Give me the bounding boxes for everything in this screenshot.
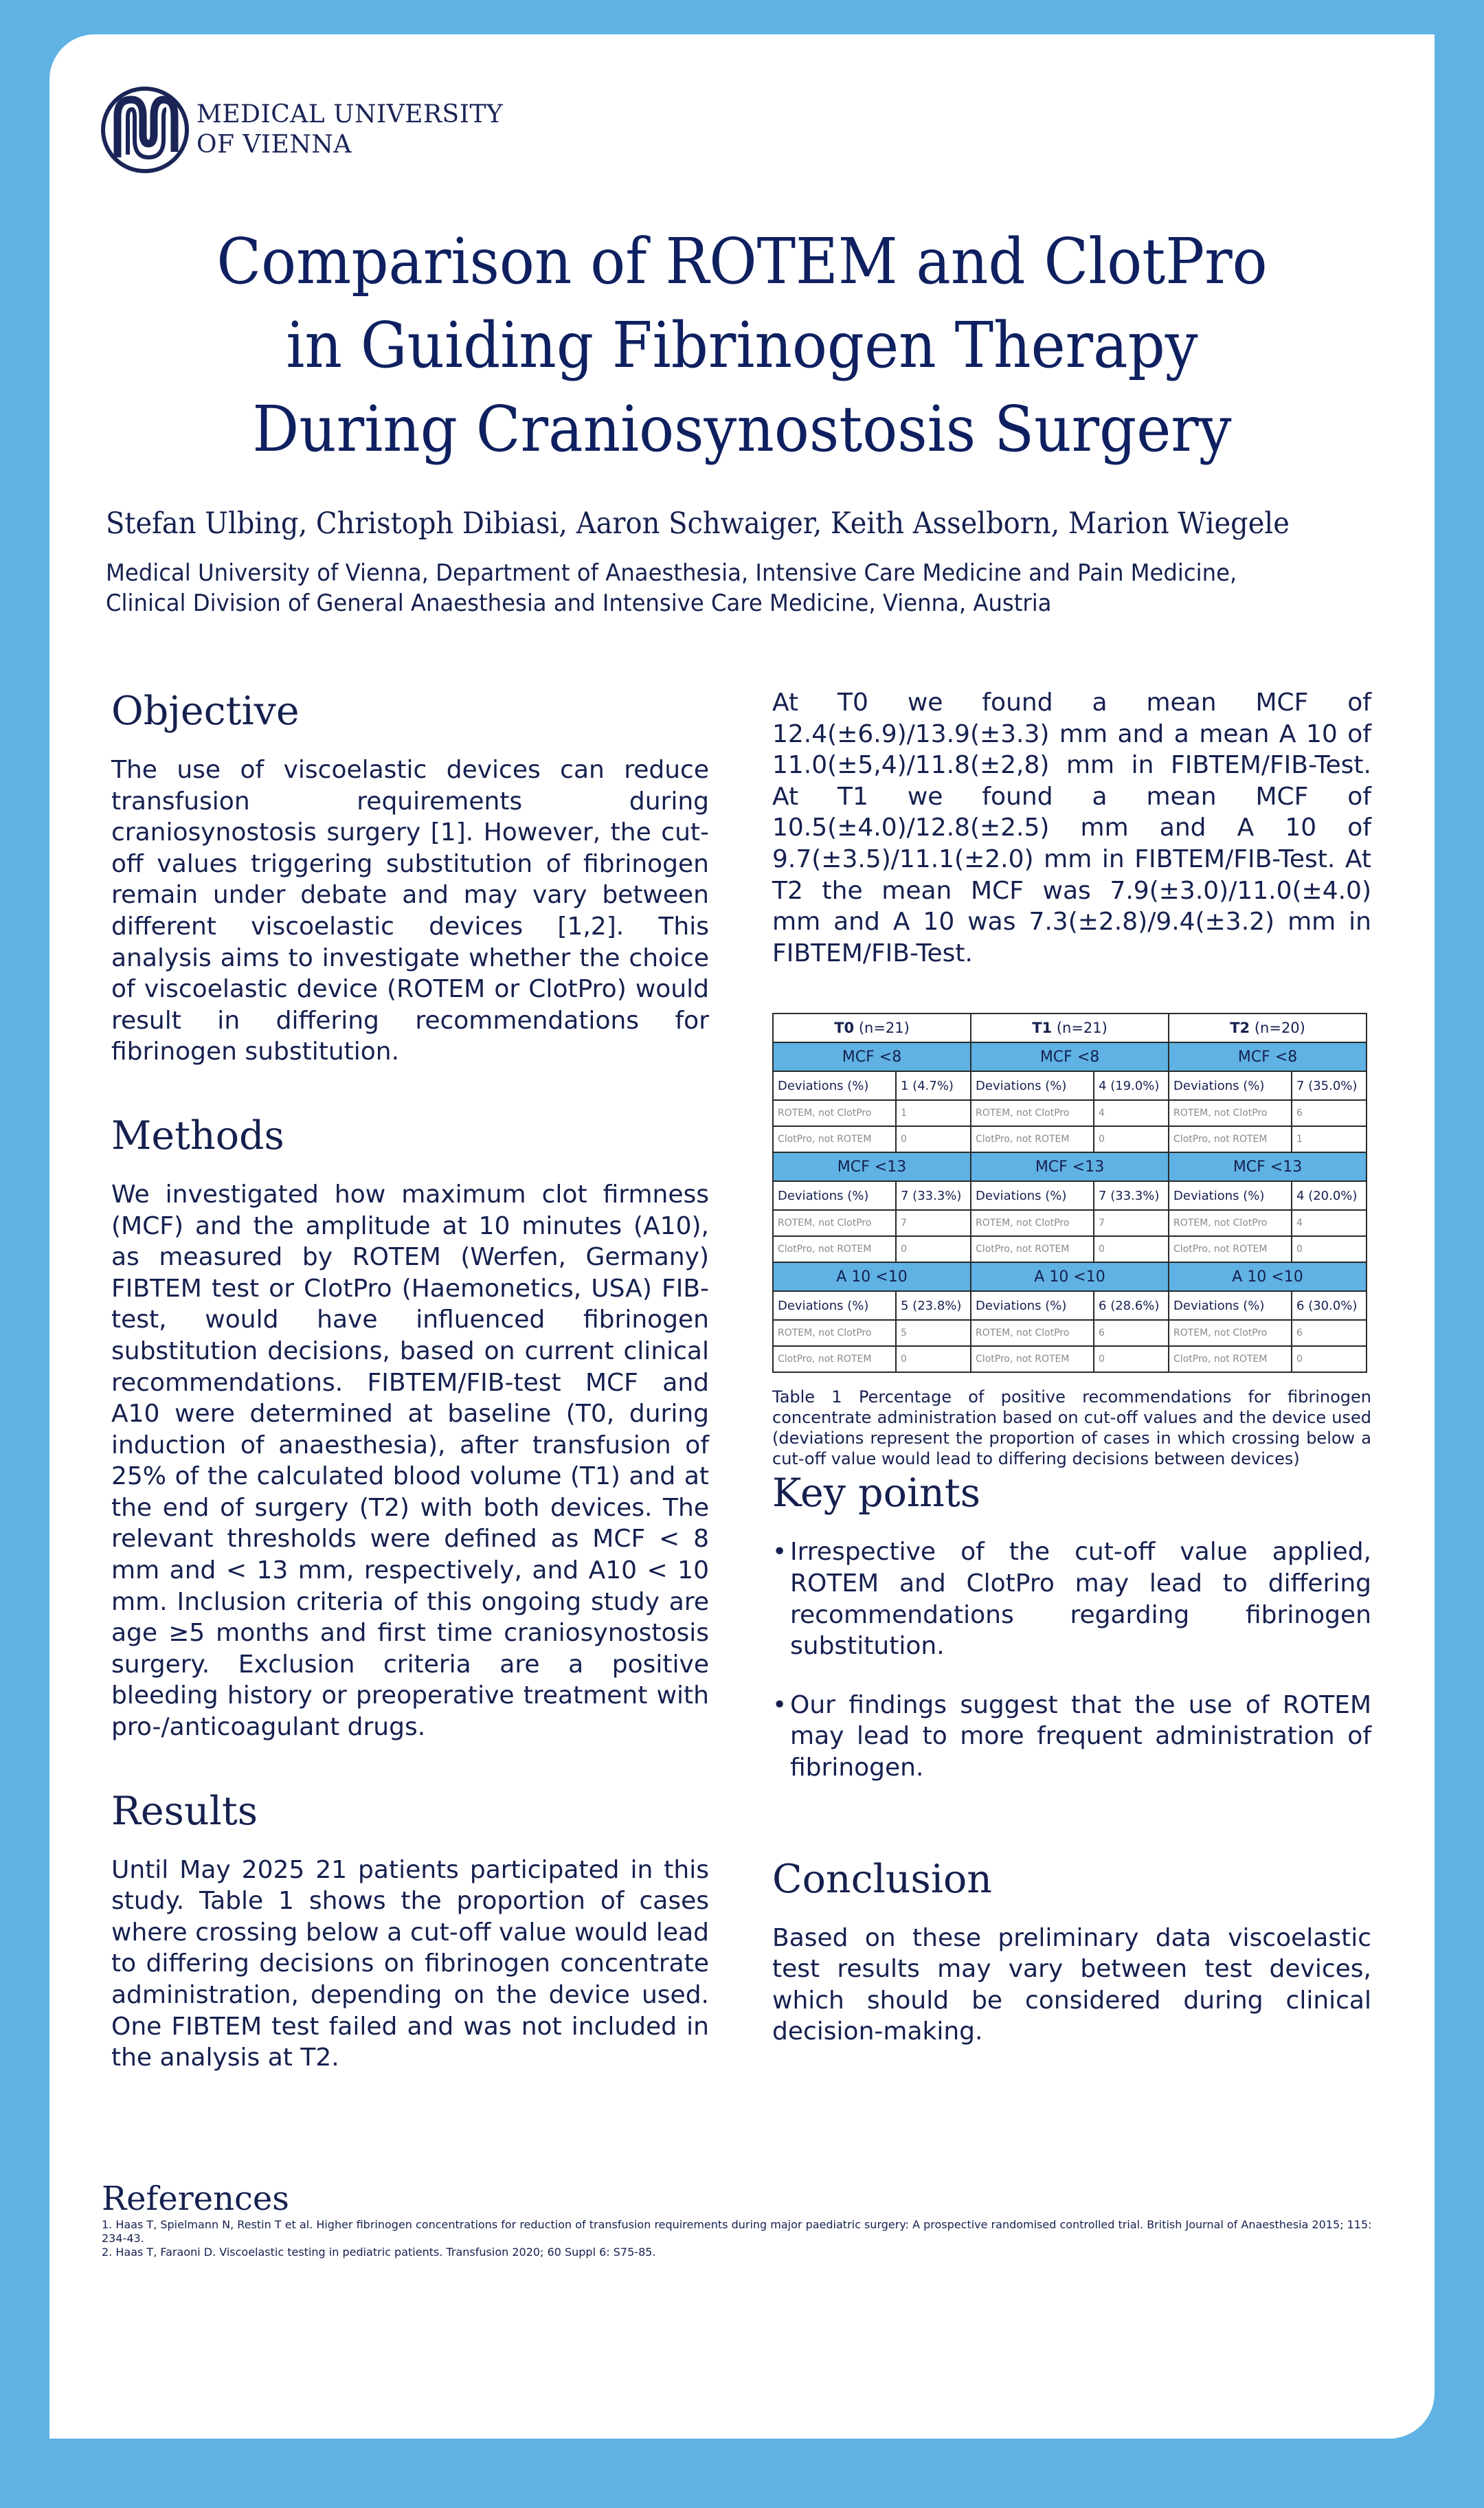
key-point-item [772,1690,1371,1784]
methods-text: We investigated how maximum clot firmness (MCF) and the amplitude at 10 minutes (A10), as measured by ROTEM (Werfen, Germany) FIBTEM test or ClotPro (Haemonetics, USA) FIB-test, would have influenced fibrinogen substitution decisions, based on current clinical recommendations. FIBTEM/FIB-test MCF and A10 were determined at baseline (T0, during induction of anaesthesia), after transfusion of 25% of the calculated blood volume (T1) and at the end of surgery (T2) with both devices. The relevant thresholds were defined as MCF < 8 mm and < 13 mm, respectively, and A10 < 10 mm. Inclusion criteria of this ongoing study are age ≥5 months and first time craniosynostosis surgery. Exclusion criteria are a positive bleeding history or preoperative treatment with pro-/anticoagulant drugs. [111,1180,709,1742]
logo-line-2: OF VIENNA [196,131,352,159]
value-cell: 5 (23.8%) [896,1291,971,1320]
bullet-icon: • [772,1690,787,1719]
row-label-cell: ClotPro, not ROTEM [1169,1126,1292,1152]
row-label-cell: Deviations (%) [773,1181,896,1210]
threshold-cell: MCF <13 [773,1152,971,1181]
key-points-heading: Key points [772,1470,981,1516]
value-cell: 0 [1094,1236,1169,1262]
objective-text: The use of viscoelastic devices can reduce transfusion requirements during craniosynostosis surgery [1]. However, the cut-off values triggering substitution of fibrinogen remain under debate and may vary between different viscoelastic devices [1,2]. This analysis aims to investigate whether the choice of viscoelastic device (ROTEM or ClotPro) would result in differing recommendations for fibrinogen substitution. [111,756,709,1066]
conclusion-section [772,1855,1371,2048]
row-label-cell: Deviations (%) [1169,1181,1292,1210]
deviations-row [773,1291,1367,1320]
threshold-row [773,1042,1367,1071]
value-cell: 7 (33.3%) [1094,1181,1169,1210]
value-cell: 7 [896,1210,971,1236]
deviations-row [773,1071,1367,1100]
row-label-cell: ROTEM, not ClotPro [773,1320,896,1346]
results-table [772,1013,1367,1373]
row-label-cell: ROTEM, not ClotPro [1169,1100,1292,1126]
value-cell: 5 [896,1320,971,1346]
value-cell: 4 (19.0%) [1094,1071,1169,1100]
rotem-not-clotpro-row [773,1210,1367,1236]
value-cell: 6 [1094,1320,1169,1346]
affiliation-line: Clinical Division of General Anaesthesia and Intensive Care Medicine, Vienna, Austria [106,590,1052,617]
clotpro-not-rotem-row [773,1126,1367,1152]
row-label-cell: Deviations (%) [773,1071,896,1100]
row-label-cell: ROTEM, not ClotPro [971,1320,1094,1346]
results-heading: Results [111,1788,258,1834]
methods-section [111,1112,709,1743]
key-point-text: Irrespective of the cut-off value applied, ROTEM and ClotPro may lead to differing recommendations regarding fibrinogen substitution. [790,1538,1371,1661]
threshold-cell: MCF <8 [773,1042,971,1071]
value-cell: 0 [1094,1346,1169,1372]
university-logo [100,85,1435,175]
row-label-cell: ROTEM, not ClotPro [1169,1210,1292,1236]
threshold-cell: A 10 <10 [773,1262,971,1291]
clotpro-not-rotem-row [773,1236,1367,1262]
timepoint-n: (n=20) [1254,1020,1305,1037]
content-columns [49,687,1435,2118]
value-cell: 7 (33.3%) [896,1181,971,1210]
references-list [102,2218,1393,2259]
key-point-item [772,1536,1371,1661]
value-cell: 6 (28.6%) [1094,1291,1169,1320]
value-cell: 0 [1292,1236,1367,1262]
rotem-not-clotpro-row [773,1100,1367,1126]
value-cell: 7 [1094,1210,1169,1236]
value-cell: 1 [896,1100,971,1126]
row-label-cell: ROTEM, not ClotPro [971,1210,1094,1236]
timepoint-label: T1 [1032,1020,1053,1037]
row-label-cell: ROTEM, not ClotPro [773,1100,896,1126]
deviations-row [773,1181,1367,1210]
bullet-icon: • [772,1538,787,1567]
row-label-cell: Deviations (%) [971,1071,1094,1100]
results-section [111,1787,709,2074]
row-label-cell: Deviations (%) [971,1181,1094,1210]
key-points-list [772,1536,1371,1783]
timepoint-n: (n=21) [858,1020,910,1037]
row-label-cell: ClotPro, not ROTEM [773,1126,896,1152]
timepoint-header [773,1014,971,1042]
affiliation [106,558,1368,618]
timepoint-label: T2 [1230,1020,1250,1037]
row-label-cell: ClotPro, not ROTEM [773,1346,896,1372]
title-line: Comparison of ROTEM and ClotPro [216,225,1268,298]
row-label-cell: ClotPro, not ROTEM [971,1126,1094,1152]
value-cell: 4 (20.0%) [1292,1181,1367,1210]
right-column [772,687,1371,2092]
clotpro-not-rotem-row [773,1346,1367,1372]
left-column [111,687,709,2118]
table-header-row [773,1014,1367,1042]
results-text: Until May 2025 21 patients participated in this study. Table 1 shows the proportion of cases where crossing below a cut-off value would lead to differing decisions on fibrinogen concentrate administration, depending on the device used. One FIBTEM test failed and was not included in the analysis at T2. [111,1855,709,2072]
value-cell: 4 [1094,1100,1169,1126]
poster-title [89,220,1395,471]
meduni-emblem-icon [100,86,190,174]
logo-line-1: MEDICAL UNIVERSITY [196,100,504,128]
rotem-not-clotpro-row [773,1320,1367,1346]
results-detail-text: At T0 we found a mean MCF of 12.4(±6.9)/13.9(±3.3) mm and a mean A 10 of 11.0(±5,4)/11.8(±2,8) mm in FIBTEM/FIB-Test. At T1 we found a mean MCF of 10.5(±4.0)/12.8(±2.5) mm and A 10 of 9.7(±3.5)/11.1(±2.0) mm in FIBTEM/FIB-Test. At T2 the mean MCF was 7.9(±3.0)/11.0(±4.0) mm and A 10 was 7.3(±2.8)/9.4(±3.2) mm in FIBTEM/FIB-Test. [772,688,1371,967]
value-cell: 1 [1292,1126,1367,1152]
row-label-cell: ClotPro, not ROTEM [1169,1346,1292,1372]
value-cell: 0 [896,1236,971,1262]
timepoint-header [1169,1014,1367,1042]
references-heading: References [102,2179,289,2218]
conclusion-text: Based on these preliminary data viscoelastic test results may vary between test devices, which should be considered during clinical decision-making. [772,1923,1371,2046]
threshold-row [773,1152,1367,1181]
value-cell: 6 [1292,1100,1367,1126]
poster-panel [49,34,1435,2439]
title-line: in Guiding Fibrinogen Therapy [286,309,1198,382]
row-label-cell: ClotPro, not ROTEM [773,1236,896,1262]
reference-item: 2. Haas T, Faraoni D. Viscoelastic testing in pediatric patients. Transfusion 2020; 60 Suppl 6: S75-85. [102,2245,656,2259]
value-cell: 0 [896,1346,971,1372]
row-label-cell: ClotPro, not ROTEM [971,1236,1094,1262]
threshold-cell: MCF <13 [971,1152,1169,1181]
row-label-cell: Deviations (%) [1169,1291,1292,1320]
value-cell: 7 (35.0%) [1292,1071,1367,1100]
title-line: During Craniosynostosis Surgery [252,392,1232,466]
table-caption: Table 1 Percentage of positive recommendations for fibrinogen concentrate administration based on cut-off values and the device used (deviations represent the proportion of cases in which crossing below a cut-off value would lead to differing decisions between devices) [772,1387,1371,1469]
timepoint-n: (n=21) [1056,1020,1108,1037]
row-label-cell: ROTEM, not ClotPro [773,1210,896,1236]
references-section [102,2180,1393,2259]
row-label-cell: Deviations (%) [971,1291,1094,1320]
reference-item: 1. Haas T, Spielmann N, Restin T et al. Higher fibrinogen concentrations for reduction of transfusion requirements during major paediatric surgery: A prospective randomised controlled trial. British Journal of Anaesthesia 2015; 115: 234-43. [102,2217,1372,2245]
key-point-text: Our findings suggest that the use of ROTEM may lead to more frequent administration of fibrinogen. [790,1690,1371,1782]
value-cell: 0 [1094,1126,1169,1152]
timepoint-label: T0 [834,1020,855,1037]
affiliation-line: Medical University of Vienna, Department of Anaesthesia, Intensive Care Medicine and Pain Medicine, [106,559,1237,587]
value-cell: 4 [1292,1210,1367,1236]
row-label-cell: Deviations (%) [773,1291,896,1320]
objective-section [111,687,709,1068]
threshold-cell: MCF <13 [1169,1152,1367,1181]
threshold-cell: A 10 <10 [971,1262,1169,1291]
value-cell: 6 [1292,1320,1367,1346]
row-label-cell: ROTEM, not ClotPro [971,1100,1094,1126]
methods-heading: Methods [111,1112,284,1158]
threshold-cell: MCF <8 [971,1042,1169,1071]
value-cell: 6 (30.0%) [1292,1291,1367,1320]
key-points-section [772,1469,1371,1811]
value-cell: 0 [1292,1346,1367,1372]
timepoint-header [971,1014,1169,1042]
threshold-cell: A 10 <10 [1169,1262,1367,1291]
value-cell: 1 (4.7%) [896,1071,971,1100]
threshold-cell: MCF <8 [1169,1042,1367,1071]
value-cell: 0 [896,1126,971,1152]
row-label-cell: ROTEM, not ClotPro [1169,1320,1292,1346]
row-label-cell: ClotPro, not ROTEM [1169,1236,1292,1262]
threshold-row [773,1262,1367,1291]
objective-heading: Objective [111,688,300,734]
row-label-cell: ClotPro, not ROTEM [971,1346,1094,1372]
authors: Stefan Ulbing, Christoph Dibiasi, Aaron Schwaiger, Keith Asselborn, Marion Wiegele [106,506,1290,541]
row-label-cell: Deviations (%) [1169,1071,1292,1100]
conclusion-heading: Conclusion [772,1856,993,1902]
